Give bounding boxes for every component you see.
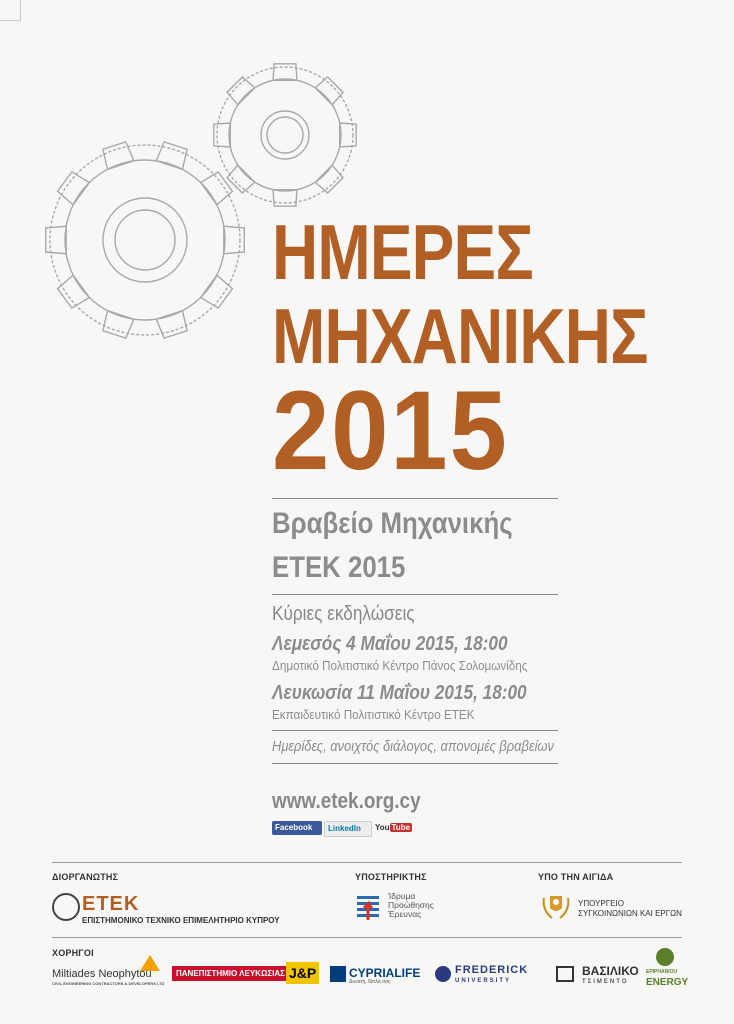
sponsor-vasiliko-sub: ΤΣΙΜΕΝΤΟ: [582, 979, 629, 985]
event-nicosia-venue: Εκπαιδευτικό Πολιτιστικό Κέντρο ΕΤΕΚ: [272, 707, 475, 722]
crop-mark: [0, 0, 21, 21]
gear-tooth: [273, 64, 297, 80]
ministry-line2: ΣΥΓΚΟΙΝΩΝΙΩΝ ΚΑΙ ΕΡΓΩΝ: [578, 909, 682, 918]
cyprialife-icon: [330, 966, 346, 982]
ministry-line1: ΥΠΟΥΡΓΕΙΟ: [578, 899, 624, 908]
sponsor-cyprialife: CYPRIALIFE: [349, 966, 421, 980]
gear-tooth: [103, 311, 134, 338]
event-nicosia: Λευκωσία 11 Μαΐου 2015, 18:00: [272, 682, 527, 704]
sponsor-cyprialife-sub: Δυνατή, δίπλα σας: [349, 979, 391, 985]
etek-seal-icon: [52, 893, 80, 921]
title-line-1: ΗΜΕΡΕΣ: [272, 208, 533, 296]
gear-tooth: [58, 275, 90, 308]
etek-logo-text: ΕΤΕΚ: [82, 893, 140, 915]
sponsor-epiphaniou: ENERGY: [646, 977, 689, 988]
events-extra: Ημερίδες, ανοιχτός διάλογος, απονομές βραβείων: [272, 738, 554, 755]
sponsor-jp: J&P: [286, 962, 319, 984]
gear-tooth: [340, 123, 356, 147]
epiphaniou-tree-icon: [656, 948, 674, 966]
vasiliko-icon: [556, 966, 574, 982]
events-heading: Κύριες εκδηλώσεις: [272, 603, 415, 625]
frederick-icon: [435, 966, 451, 982]
small-gear-icon: [214, 64, 356, 206]
organizer-label: ΔΙΟΡΓΑΝΩΤΗΣ: [52, 872, 119, 882]
title-year: 2015: [272, 368, 509, 493]
sponsor-neophytou-sub: CIVIL ENGINEERING CONTRACTORS & DEVELOPERS LTD: [52, 981, 165, 986]
gear-tooth: [224, 226, 244, 254]
facebook-label: Facebook: [275, 823, 313, 832]
gear-tooth: [201, 275, 233, 308]
title-line-2: ΜΗΧΑΝΙΚΗΣ: [272, 292, 648, 380]
award-subtitle: ΕΤΕΚ 2015: [272, 551, 406, 584]
award-title: Βραβείο Μηχανικής: [272, 507, 513, 540]
divider: [272, 763, 558, 764]
patronage-label: ΥΠΟ ΤΗΝ ΑΙΓΙΔΑ: [538, 872, 614, 882]
youtube-label-you: You: [375, 823, 390, 832]
rpf-line3: Έρευνας: [388, 909, 422, 919]
youtube-label-tube: Tube: [391, 823, 411, 832]
research-foundation-text: [388, 892, 434, 919]
sponsors-label: ΧΟΡΗΓΟΙ: [52, 948, 94, 958]
divider: [272, 594, 558, 595]
ministry-text: [578, 899, 682, 919]
rpf-line2: Προώθησης: [388, 900, 434, 910]
sponsor-frederick: FREDERICK: [455, 964, 529, 976]
website-link[interactable]: www.etek.org.cy: [272, 788, 421, 813]
youtube-link[interactable]: [372, 821, 411, 835]
event-limassol-venue: Δημοτικό Πολιτιστικό Κέντρο Πάνος Σολομωνίδης: [272, 658, 528, 673]
large-gear-icon: [46, 142, 245, 338]
event-limassol: Λεμεσός 4 Μαΐου 2015, 18:00: [272, 633, 508, 655]
gear-tooth: [273, 190, 297, 206]
rpf-line1: Ίδρυμα: [388, 891, 416, 901]
footer-divider: [52, 862, 682, 863]
gear-tooth: [46, 226, 66, 254]
gear-tooth: [156, 311, 187, 338]
supporter-label: ΥΠΟΣΤΗΡΙΚΤΗΣ: [355, 872, 427, 882]
divider: [272, 730, 558, 731]
gear-tooth: [214, 123, 230, 147]
linkedin-label: LinkedIn: [328, 824, 361, 833]
research-foundation-icon: [355, 892, 383, 924]
cyprus-emblem-icon: [540, 890, 572, 922]
footer-divider: [52, 937, 682, 938]
sponsor-frederick-sub: UNIVERSITY: [455, 978, 512, 984]
sponsor-epiphaniou-sub: EPIPHANIOU: [646, 969, 678, 975]
facebook-link[interactable]: [272, 821, 322, 835]
divider: [272, 498, 558, 499]
etek-full-name: ΕΠΙΣΤΗΜΟΝΙΚΟ ΤΕΧΝΙΚΟ ΕΠΙΜΕΛΗΤΗΡΙΟ ΚΥΠΡΟΥ: [82, 916, 280, 925]
sponsor-unic: ΠΑΝΕΠΙΣΤΗΜΙΟ ΛΕΥΚΩΣΙΑΣ: [172, 966, 289, 981]
sponsor-neophytou: Miltiades Neophytou: [52, 968, 152, 980]
linkedin-link[interactable]: [324, 821, 372, 837]
sponsor-vasiliko: ΒΑΣΙΛΙΚΟ: [582, 964, 639, 978]
